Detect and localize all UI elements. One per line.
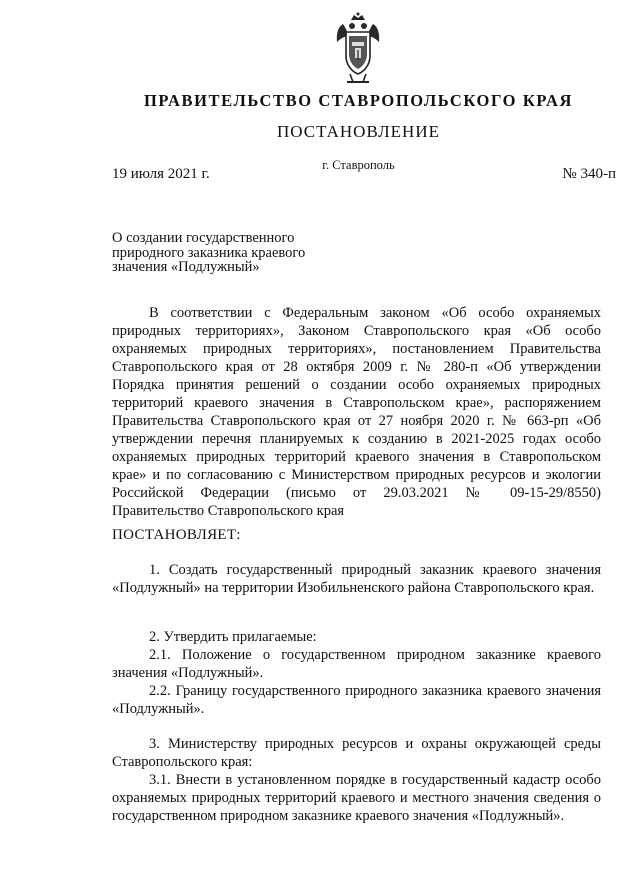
subject-line: О создании государственного bbox=[112, 230, 295, 246]
document-number: № 340-п bbox=[562, 166, 616, 182]
document-type: ПОСТАНОВЛЕНИЕ bbox=[276, 122, 440, 141]
document-date: 19 июля 2021 г. bbox=[112, 166, 210, 182]
coat-of-arms-icon bbox=[333, 12, 383, 86]
decree-word: ПОСТАНОВЛЯЕТ: bbox=[112, 527, 241, 543]
clause-2-1: 2.1. Положение о государственном природном заказнике краевого значения «Подлужный». bbox=[112, 647, 601, 681]
document-city: г. Ставрополь bbox=[322, 158, 395, 172]
clause-1: 1. Создать государственный природный заказник краевого значения «Подлужный» на территории Изобильненского района Ставропольского края. bbox=[112, 562, 601, 596]
preamble-paragraph: В соответствии с Федеральным законом «Об особо охраняемых природных территориях», Законом Ставропольского края «Об особо охраняемых природных территориях», постановлением Правительства Ставропольского края от 28 октября 2009 г. № 280-п «Об утверждении Порядка принятия решений о создании особо охраняемых природных территорий краевого значения в Ставропольском крае», распоряжением Правительства Ставропольского края от 27 ноября 2020 г. № 663-рп «Об утверждении перечня планируемых к созданию в 2021-2025 годах особо охраняемых природных территорий краевого значения в Ставропольском крае» и по согласованию с Министерством природных ресурсов и экологии Российской Федерации (письмо от 29.03.2021 № 09-15-29/8550) Правительство Ставропольского края bbox=[112, 305, 601, 519]
subject-line: значения «Подлужный» bbox=[112, 259, 260, 275]
clause-2-2: 2.2. Границу государственного природного заказника краевого значения «Подлужный». bbox=[112, 683, 601, 717]
clause-2: 2. Утвердить прилагаемые: bbox=[149, 629, 317, 645]
document-subject bbox=[112, 231, 342, 275]
clause-3-1: 3.1. Внести в установленном порядке в государственный кадастр особо охраняемых природных территорий краевого и местного значения сведения о государственном природном заказнике краевого значения «Подлужный». bbox=[112, 772, 601, 824]
subject-line: природного заказника краевого bbox=[112, 244, 306, 261]
government-title: ПРАВИТЕЛЬСТВО СТАВРОПОЛЬСКОГО КРАЯ bbox=[143, 91, 574, 110]
clause-3: 3. Министерству природных ресурсов и охраны окружающей среды Ставропольского края: bbox=[112, 736, 601, 770]
